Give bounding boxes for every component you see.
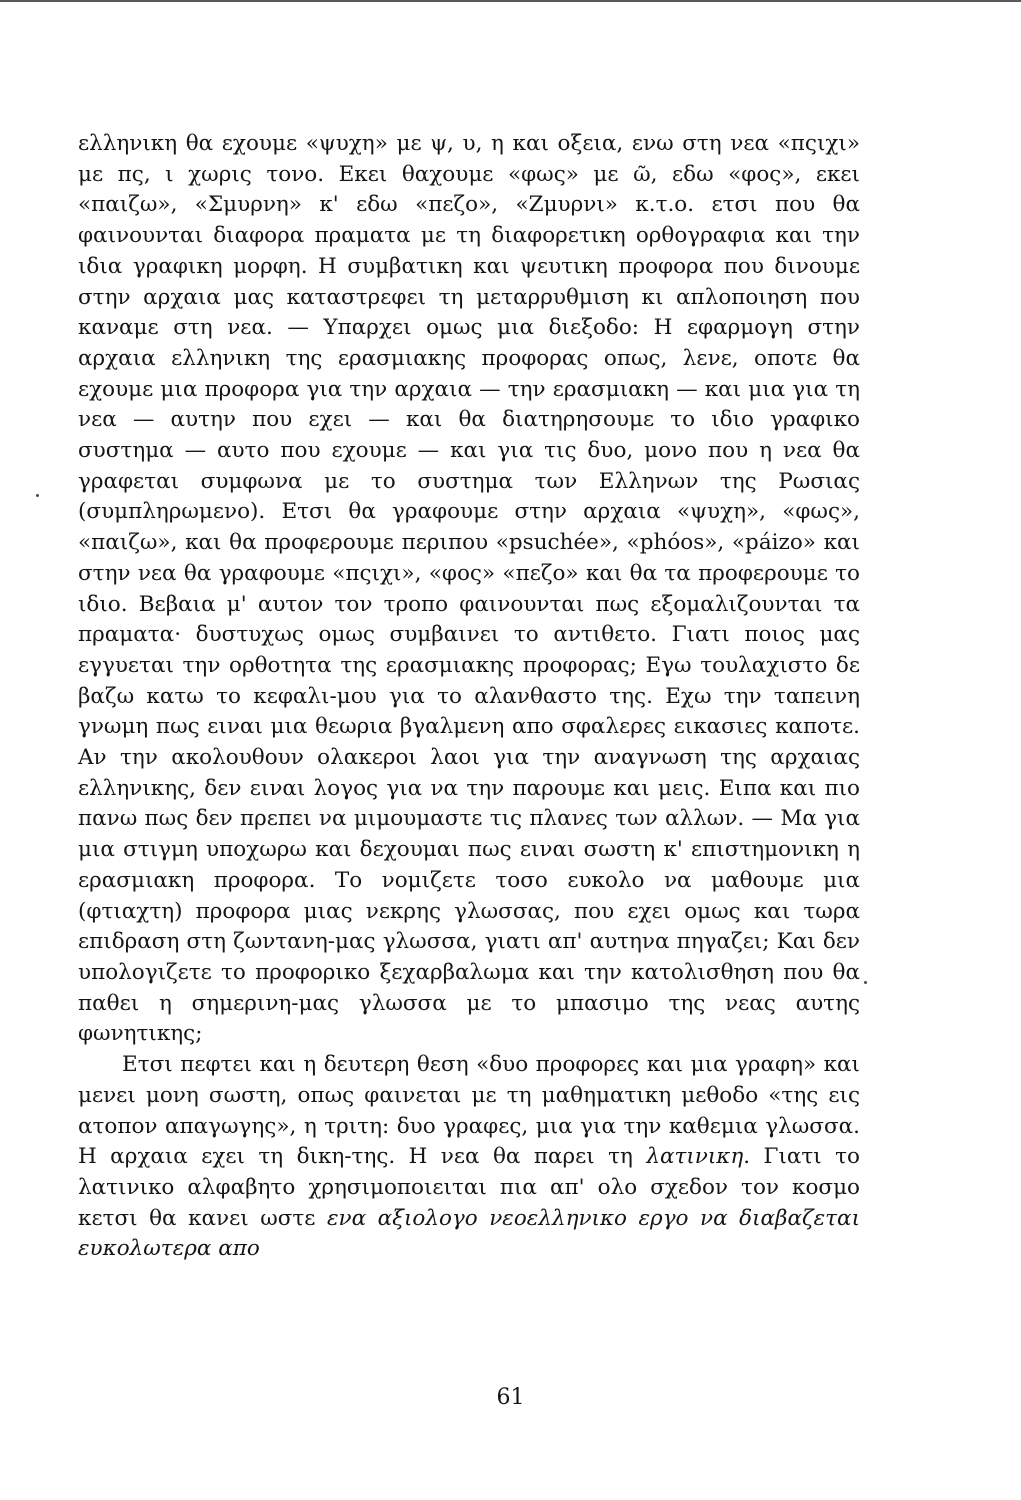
scan-top-edge (0, 0, 1021, 2)
speck-left (36, 494, 39, 497)
speck-right (864, 981, 867, 984)
page-number: 61 (496, 1385, 525, 1410)
paragraph-2-emphasis-tail: ενα αξιολογο νεοελληνικο εργο να διαβαζεται ευκολωτερα απο (78, 1205, 860, 1262)
body-text (78, 129, 860, 1265)
paragraph-2-lead: Ετσι πεφτει και η δευτερη θεση «δυο προφορες και μια γραφη» και μενει μονη σωστη, οπως φαινεται με τη μαθηματικη μεθοδο «της εις ατοπον απαγωγης», η τριτη: δυο γραφες, μια για την καθεμια γλωσσα. Η αρχαια εχει τη δικη-της. Η νεα θα παρει τη (78, 1052, 860, 1170)
paragraph-2-emphasis-latinike: λατινικη (646, 1144, 744, 1170)
paragraph-2-middle: . Γιατι το λατινικο αλφαβητο χρησιμοποιειται πια απ' ολο σχεδον τον κοσμο κετσι θα κανει ωστε (78, 1144, 860, 1231)
paragraph-2 (78, 1050, 860, 1265)
paragraph-1: ελληνικη θα εχουμε «ψυχη» με ψ, υ, η και οξεια, ενω στη νεα «πςιχι» με πς, ι χωρις τονο. Εκει θαχουμε «φως» με ῶ, εδω «φος», εκει «παιζω», «Σμυρνη» κ' εδω «πεζο», «Ζμυρνι» κ.τ.ο. ετσι που θα φαινουνται διαφορα πραματα με τη διαφορετικη ορθογραφια και την ιδια γραφικη μορφη. Η συμβατικη και ψευτικη προφορα που δινουμε στην αρχαια μας καταστρεφει τη μεταρρυθμιση κι απλοποιηση που καναμε στη νεα. — Υπαρχει ομως μια διεξοδο: Η εφαρμογη στην αρχαια ελληνικη της ερασμιακης προφορας οπως, λενε, οποτε θα εχουμε μια προφορα για την αρχαια — την ερασμιακη — και μια για τη νεα — αυτην που εχει — και θα διατηρησουμε το ιδιο γραφικο συστημα — αυτο που εχουμε — και για τις δυο, μονο που η νεα θα γραφεται συμφωνα με το συστημα των Ελληνων της Ρωσιας (συμπληρωμενο). Ετσι θα γραφουμε στην αρχαια «ψυχη», «φως», «παιζω», και θα προφερουμε περιπου «psuchée», «phóos», «páizo» και στην νεα θα γραφουμε «πςιχι», «φος» «πεζο» και θα τα προφερουμε το ιδιο. Βεβαια μ' αυτον τον τροπο φαινουνται πως εξομαλιζουνται τα πραματα· δυστυχως ομως συμβαινει το αντιθετο. Γιατι ποιος μας εγγυεται την ορθοτητα της ερασμιακης προφορας; Εγω τουλαχιστο δε βαζω κατω το κεφαλι-μου για το αλανθαστο της. Εχω την ταπεινη γνωμη πως ειναι μια θεωρια βγαλμενη απο σφαλερες εικασιες καποτε. Αν την ακολουθουν ολακεροι λαοι για την αναγνωση της αρχαιας ελληνικης, δεν ειναι λογος για να την παρουμε και μεις. Ειπα και πιο πανω πως δεν πρεπει να μιμουμαστε τις πλανες των αλλων. — Μα για μια στιγμη υποχωρω και δεχουμαι πως ειναι σωστη κ' επιστημονικη η ερασμιακη προφορα. Το νομιζετε τοσο ευκολο να μαθουμε μια (φτιαχτη) προφορα μιας νεκρης γλωσσας, που εχει ομως και τωρα επιδραση στη ζωντανη-μας γλωσσα, γιατι απ' αυτηνα πηγαζει; Και δεν υπολογιζετε το προφορικο ξεχαρβαλωμα και την κατολισθηση που θα παθει η σημερινη-μας γλωσσα με το μπασιμο της νεας αυτης φωνητικης; (78, 131, 860, 1047)
